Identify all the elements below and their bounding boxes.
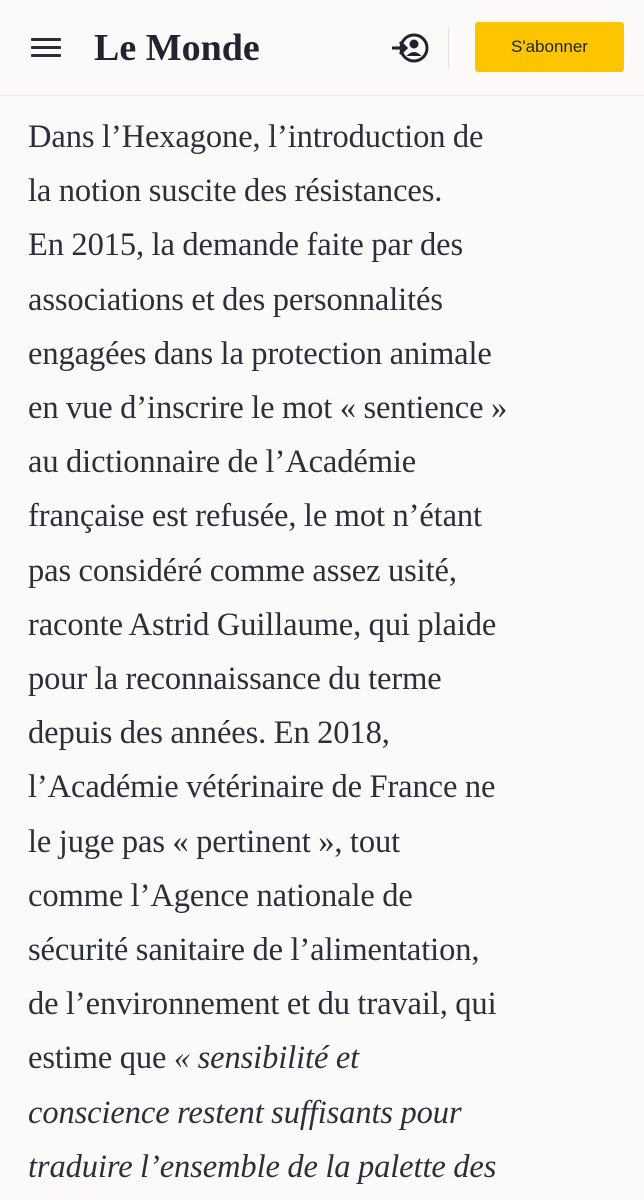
article-line: engagées dans la protection animale	[28, 335, 492, 372]
le-monde-logo[interactable]	[92, 20, 272, 76]
article-line: de l’environnement et du travail, qui	[28, 986, 497, 1023]
quote-line: traduire l’ensemble de la palette des	[28, 1148, 497, 1185]
quote-start: « sensibilité et	[173, 1040, 360, 1077]
article-line: associations et des personnalités	[28, 281, 443, 318]
article-line: pour la reconnaissance du terme	[28, 661, 442, 698]
article-line: française est refusée, le mot n’étant	[28, 498, 482, 535]
article-line: pas considéré comme assez usité,	[28, 552, 457, 589]
subscribe-button[interactable]: S'abonner	[475, 22, 624, 72]
article-line: l’Académie vétérinaire de France ne	[28, 769, 496, 806]
article-line: En 2015, la demande faite par des	[28, 227, 463, 264]
article-paragraph	[28, 110, 624, 1194]
article-line: comme l’Agence nationale de	[28, 877, 413, 914]
menu-bar-middle	[31, 46, 61, 49]
menu-bar-bottom	[31, 54, 61, 57]
article-line: estime que	[28, 1040, 174, 1077]
article-line: raconte Astrid Guillaume, qui plaide	[28, 606, 497, 643]
article-line: en vue d’inscrire le mot « sentience »	[28, 390, 508, 427]
top-bar	[0, 0, 644, 96]
login-user-icon[interactable]	[386, 26, 434, 70]
logo-text: Le Monde	[94, 27, 260, 69]
article-line: le juge pas « pertinent », tout	[28, 823, 401, 860]
hamburger-menu-icon[interactable]	[24, 28, 68, 68]
article-line: au dictionnaire de l’Académie	[28, 444, 417, 481]
header-divider	[448, 28, 449, 68]
article-line: depuis des années. En 2018,	[28, 715, 390, 752]
article-line: la notion suscite des résistances.	[28, 173, 443, 210]
quote-line: conscience restent suffisants pour	[28, 1094, 462, 1131]
menu-bar-top	[31, 38, 61, 41]
article-line: Dans l’Hexagone, l’introduction de	[28, 119, 484, 155]
article-line: sécurité sanitaire de l’alimentation,	[28, 932, 480, 969]
